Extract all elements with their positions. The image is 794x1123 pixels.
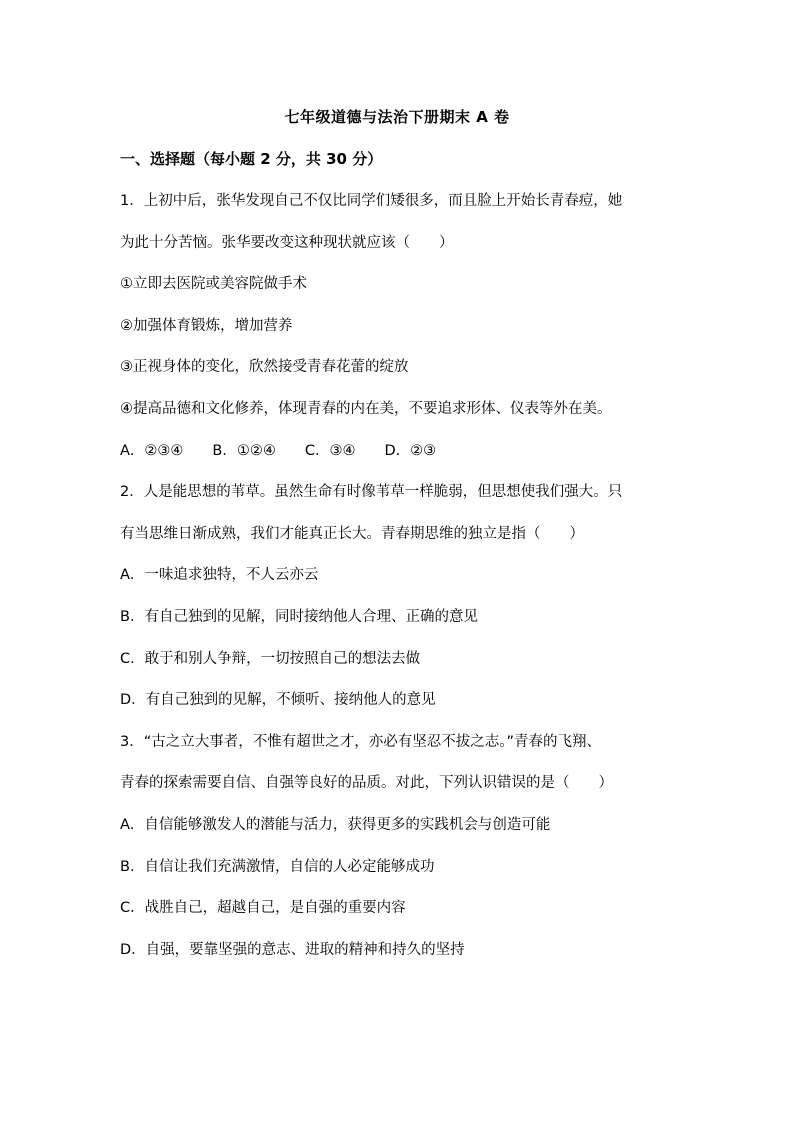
- q3-stem-line-2: 青春的探索需要自信、自强等良好的品质。对此，下列认识错误的是（ ）: [120, 775, 613, 791]
- q1-stem-line-1: 1．上初中后，张华发现自己不仅比同学们矮很多，而且脸上开始长青春痘，她: [120, 193, 623, 209]
- q1-statement-1: ①立即去医院或美容院做手术: [120, 276, 307, 292]
- q1-stem-line-2: 为此十分苦恼。张华要改变这种现状就应该（ ）: [120, 235, 454, 251]
- q2-option-a: A．一味追求独特，不人云亦云: [120, 567, 319, 583]
- q2-stem-line-2: 有当思维日渐成熟，我们才能真正长大。青春期思维的独立是指（ ）: [120, 526, 584, 542]
- q3-option-b: B．自信让我们充满激情，自信的人必定能够成功: [120, 859, 435, 875]
- q3-option-d: D．自强，要靠坚强的意志、进取的精神和持久的坚持: [120, 942, 465, 958]
- q3-option-a: A．自信能够激发人的潜能与活力，获得更多的实践机会与创造可能: [120, 817, 551, 833]
- document-title: 七年级道德与法治下册期末 A 卷: [284, 108, 510, 126]
- q3-stem-line-1: 3．“古之立大事者，不惟有超世之才，亦必有坚忍不拔之志。”青春的飞翔、: [120, 734, 601, 750]
- q1-options: A．②③④ B．①②④ C．③④ D．②③: [120, 443, 437, 459]
- q2-stem-line-1: 2．人是能思想的苇草。虽然生命有时像苇草一样脆弱，但思想使我们强大。只: [120, 484, 623, 500]
- q1-statement-4: ④提高品德和文化修养，体现青春的内在美，不要追求形体、仪表等外在美。: [120, 401, 612, 417]
- q2-option-b: B．有自己独到的见解，同时接纳他人合理、正确的意见: [120, 609, 478, 625]
- q2-option-c: C．敢于和别人争辩，一切按照自己的想法去做: [120, 651, 421, 667]
- q1-statement-3: ③正视身体的变化，欣然接受青春花蕾的绽放: [120, 359, 409, 375]
- q2-option-d: D．有自己独到的见解，不倾听、接纳他人的意见: [120, 692, 436, 708]
- q3-option-c: C．战胜自己，超越自己，是自强的重要内容: [120, 900, 406, 916]
- q1-statement-2: ②加强体育锻炼，增加营养: [120, 318, 293, 334]
- section-heading: 一、选择题（每小题 2 分，共 30 分）: [120, 150, 383, 168]
